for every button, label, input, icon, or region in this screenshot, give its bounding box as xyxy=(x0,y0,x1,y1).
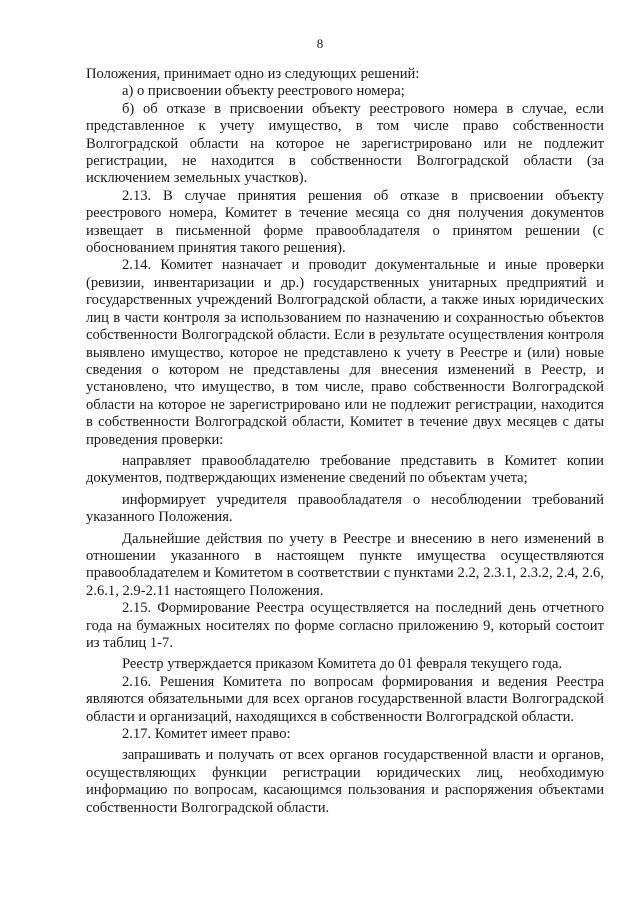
paragraph: Положения, принимает одно из следующих решений: xyxy=(86,66,420,82)
page-number: 8 xyxy=(316,36,324,51)
paragraph: направляет правообладателю требование представить в Комитет копии документов, подтверждающих изменение сведений по объектам учета; xyxy=(86,452,604,487)
paragraph: Дальнейшие действия по учету в Реестре и внесению в него изменений в отношении указанного в настоящем пункте имущества осуществляются правообладателем и Комитетом в соответствии с пунктами 2.2, 2.3.1, 2.3.2, 2.4, 2.6, 2.6.1, 2.9-2.11 настоящего Положения. xyxy=(86,530,604,599)
paragraph: информирует учредителя правообладателя о несоблюдении требований указанного Положения. xyxy=(86,491,604,526)
paragraph: 2.17. Комитет имеет право: xyxy=(122,726,291,743)
paragraph: а) о присвоении объекту реестрового номера; xyxy=(122,83,405,100)
paragraph: Реестр утверждается приказом Комитета до 01 февраля текущего года. xyxy=(122,656,563,673)
document-body xyxy=(86,66,604,817)
paragraph: 2.13. В случае принятия решения об отказе в присвоении объекту реестрового номера, Комитет в течение месяца со дня получения документов извещает в письменной форме правообладателя о принятом решении (с обоснованием принятия такого решения). xyxy=(86,187,604,257)
paragraph: запрашивать и получать от всех органов государственной власти и органов, осуществляющих функции регистрации юридических лиц, необходимую информацию по вопросам, касающимся пользования и распоряжения объектами собственности Волгоградской области. xyxy=(86,747,604,816)
paragraph: 2.16. Решения Комитета по вопросам формирования и ведения Реестра являются обязательными для всех органов государственной власти Волгоградской области и организаций, находящихся в собственности Волгоградской области. xyxy=(86,673,604,725)
paragraph: б) об отказе в присвоении объекту реестрового номера в случае, если представленное к учету имущество, в том числе право собственности Волгоградской области на которое не зарегистрировано или не подлежит регистрации, не находится в собственности Волгоградской области (за исключением земельных участков). xyxy=(86,100,604,187)
paragraph: 2.15. Формирование Реестра осуществляется на последний день отчетного года на бумажных носителях по форме согласно приложению 9, который состоит из таблиц 1-7. xyxy=(86,600,604,651)
paragraph: 2.14. Комитет назначает и проводит документальные и иные проверки (ревизии, инвентаризации и др.) государственных унитарных предприятий и государственных учреждений Волгоградской области, а также иных юридических лиц в части контроля за использованием по назначению и сохранностью объектов собственности Волгоградской области. Если в результате осуществления контроля выявлено имущество, которое не представлено к учету в Реестре и (или) новые сведения о котором не представлены для внесения изменений в Реестр, и установлено, что имущество, в том числе, право собственности Волгоградской области на которое не зарегистрировано или не подлежит регистрации, находится в собственности Волгоградской области, Комитет в течение двух месяцев с даты проведения проверки: xyxy=(86,257,604,448)
